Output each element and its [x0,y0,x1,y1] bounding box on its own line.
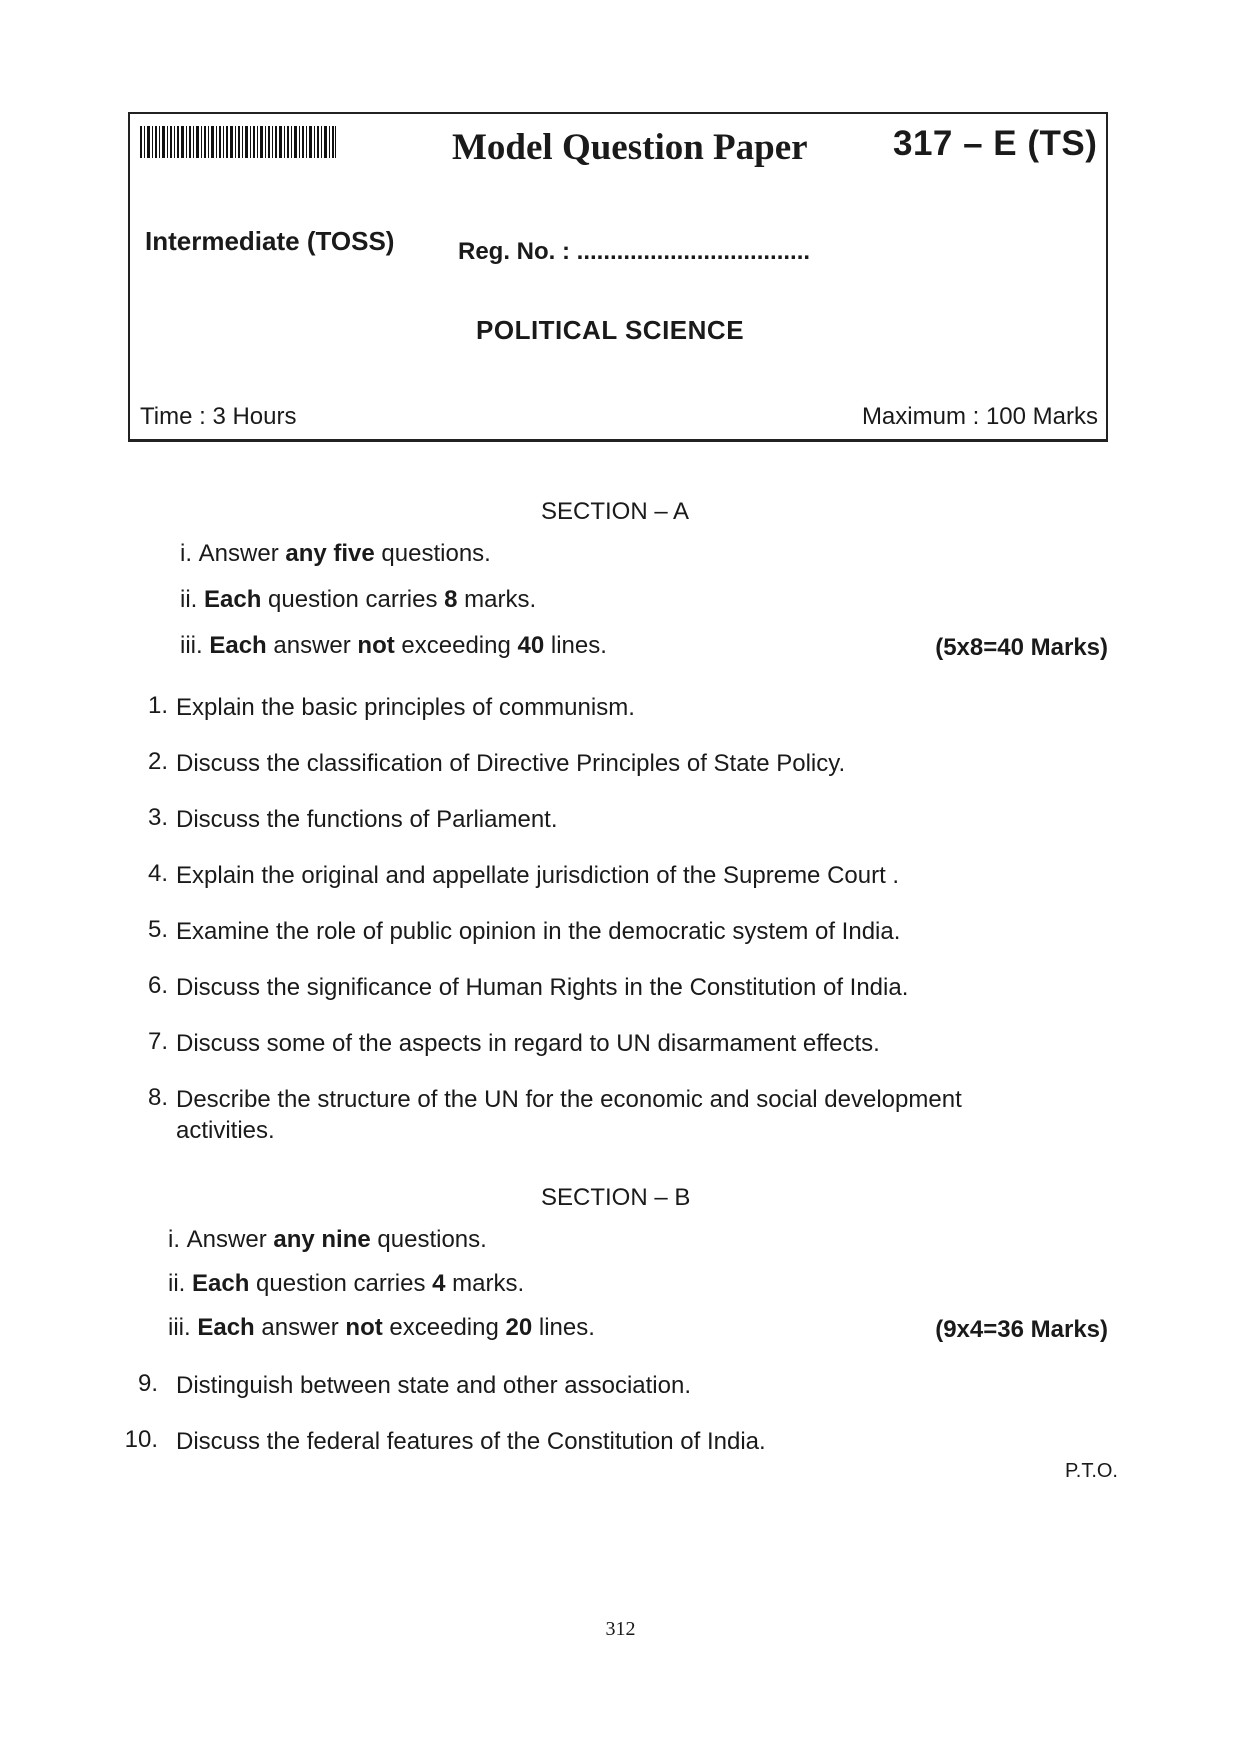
question-text: Discuss the functions of Parliament. [176,806,558,833]
course-level: Intermediate (TOSS) [145,226,395,256]
section-a-marks: (5x8=40 Marks) [935,634,1108,661]
question-text: Discuss some of the aspects in regard to UN disarmament effects. [176,1030,880,1057]
question-number: 1. [147,692,168,719]
paper-title: Model Question Paper [452,127,808,168]
question-number: 2. [147,748,168,775]
pto-label: P.T.O. [1065,1460,1118,1482]
instruction-line: i. Answer any five questions. [180,540,491,567]
question-number: 10. [124,1426,158,1453]
question-text: Discuss the federal features of the Constitution of India. [176,1428,766,1455]
question-text: Distinguish between state and other association. [176,1372,691,1399]
question-text: Discuss the significance of Human Rights in the Constitution of India. [176,974,909,1001]
instruction-line: ii. Each question carries 8 marks. [180,586,537,613]
section-b-marks: (9x4=36 Marks) [935,1316,1108,1343]
time-allowed: Time : 3 Hours [140,403,297,430]
question-number: 9. [137,1370,158,1397]
question-number: 6. [147,972,168,999]
question-text: Examine the role of public opinion in the democratic system of India. [176,918,901,945]
question-number: 3. [147,804,168,831]
barcode [140,126,336,158]
question-text: Explain the basic principles of communism. [176,694,635,721]
instruction-line: iii. Each answer not exceeding 20 lines. [168,1314,595,1341]
question-text: Discuss the classification of Directive Principles of State Policy. [176,750,846,777]
section-b-heading: SECTION – B [541,1184,691,1211]
question-number: 8. [147,1084,168,1111]
subject-title: POLITICAL SCIENCE [476,315,745,345]
question-number: 7. [147,1028,168,1055]
maximum-marks: Maximum : 100 Marks [861,403,1098,430]
instruction-line: ii. Each question carries 4 marks. [168,1270,525,1297]
section-a-heading: SECTION – A [541,498,690,525]
question-number: 4. [147,860,168,887]
question-text: Explain the original and appellate jurisdiction of the Supreme Court . [176,862,900,889]
question-text: Describe the structure of the UN for the economic and social development activities. [176,1086,962,1144]
question-number: 5. [147,916,168,943]
reg-number-field: Reg. No. : ................................... [458,238,811,265]
paper-code: 317 – E (TS) [893,124,1098,163]
page-number: 312 [605,1618,636,1640]
instruction-line: i. Answer any nine questions. [168,1226,487,1253]
instruction-line: iii. Each answer not exceeding 40 lines. [180,632,607,659]
